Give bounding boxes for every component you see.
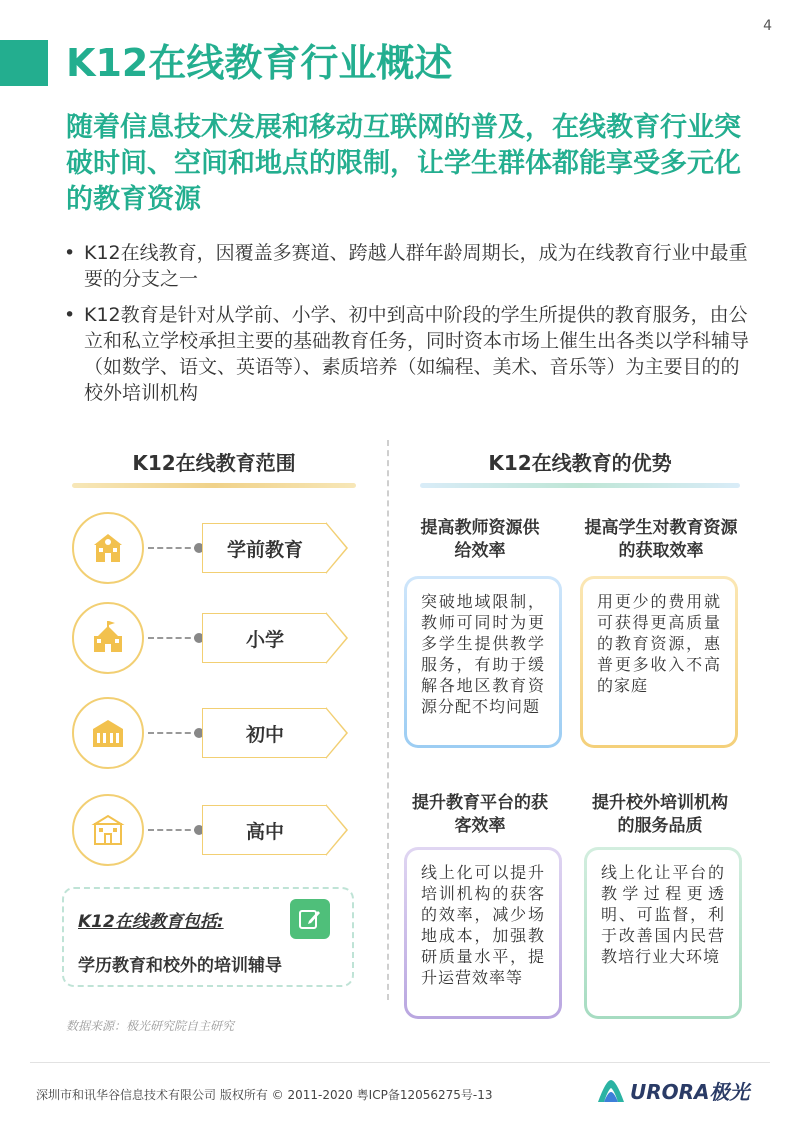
advantage-card <box>584 847 742 1019</box>
advantage-title: 提高教师资源供给效率 <box>420 518 540 561</box>
scope-label-box <box>202 613 327 663</box>
footer-logo-text: URORA极光 <box>630 1080 750 1104</box>
advantage-card-body: 突破地域限制，教师可同时为更多学生提供教学服务，有助于缓解各地区教育资源分配不均问题 <box>407 579 559 745</box>
high-school-icon <box>72 794 144 866</box>
advantage-card <box>404 576 562 748</box>
scope-label: 小学 <box>245 628 284 651</box>
advantage-title: 提升校外培训机构的服务品质 <box>592 793 728 836</box>
scope-arrow-inner <box>326 614 346 662</box>
advantage-title: 提高学生对教育资源的获取效率 <box>584 518 738 561</box>
note-label: K12在线教育包括: <box>78 912 224 932</box>
bullet-item: • K12教育是针对从学前、小学、初中到高中阶段的学生所提供的教育服务，由公立和私立学校承担主要的基础教育任务，同时资本市场上催生出各类以学科辅导（如数学、语文、英语等）、素质培养（如编程、美术、音乐等）为主要目的的校外培训机构 <box>62 302 752 406</box>
advantage-card <box>404 847 562 1019</box>
scope-row-high <box>72 794 362 866</box>
connector-line <box>148 732 200 734</box>
scope-label: 学前教育 <box>226 538 303 561</box>
scope-label-box <box>202 523 327 573</box>
scope-note-box <box>62 887 354 987</box>
advantage-card-body: 用更少的费用就可获得更高质量的教育资源，惠普更多收入不高的家庭 <box>583 579 735 745</box>
scope-label: 高中 <box>245 820 284 843</box>
scope-arrow-inner <box>326 524 346 572</box>
section-divider <box>387 440 389 1000</box>
advantage-title: 提升教育平台的获客效率 <box>412 793 548 836</box>
connector-line <box>148 547 200 549</box>
scope-row-preschool <box>72 512 362 584</box>
primary-school-icon <box>72 602 144 674</box>
advantage-card-body: 线上化让平台的教学过程更透明、可监督，利于改善国内民营教培行业大环境 <box>587 850 739 1016</box>
note-text: 学历教育和校外的培训辅导 <box>78 956 282 976</box>
scope-arrow-inner <box>326 709 346 757</box>
connector-line <box>148 637 200 639</box>
scope-label: 初中 <box>245 723 284 746</box>
aurora-logo-icon <box>596 1078 626 1104</box>
advantage-card-body: 线上化可以提升培训机构的获客的效率，减少场地成本，加强教研质量水平，提升运营效率等 <box>407 850 559 1016</box>
bullet-list <box>62 240 752 416</box>
scope-label-box <box>202 708 327 758</box>
middle-school-icon <box>72 697 144 769</box>
advantage-card <box>580 576 738 748</box>
kindergarten-icon <box>72 512 144 584</box>
scope-title-underline <box>72 483 356 488</box>
scope-label-box <box>202 805 327 855</box>
page-title: K12在线教育行业概述 <box>66 41 453 85</box>
scope-arrow-inner <box>326 806 346 854</box>
scope-row-primary <box>72 602 362 674</box>
advantages-section-title: K12在线教育的优势 <box>488 451 672 475</box>
bullet-item: • K12在线教育，因覆盖多赛道、跨越人群年龄周期长，成为在线教育行业中最重要的分支之一 <box>62 240 752 292</box>
connector-line <box>148 829 200 831</box>
data-source: 数据来源：极光研究院自主研究 <box>66 1019 235 1033</box>
footer-copyright: 深圳市和讯华谷信息技术有限公司 版权所有 © 2011-2020 粤ICP备12056275号-13 <box>36 1088 493 1102</box>
scope-section-title: K12在线教育范围 <box>132 451 296 475</box>
scope-row-middle <box>72 697 362 769</box>
footer-divider <box>30 1062 770 1063</box>
footer-logo <box>596 1076 750 1105</box>
page-number: 4 <box>763 18 772 34</box>
title-accent-bar <box>0 40 48 86</box>
page-subtitle: 随着信息技术发展和移动互联网的普及，在线教育行业突破时间、空间和地点的限制，让学生群体都能享受多元化的教育资源 <box>66 112 741 215</box>
advantages-title-underline <box>420 483 740 488</box>
edit-icon <box>290 899 330 939</box>
